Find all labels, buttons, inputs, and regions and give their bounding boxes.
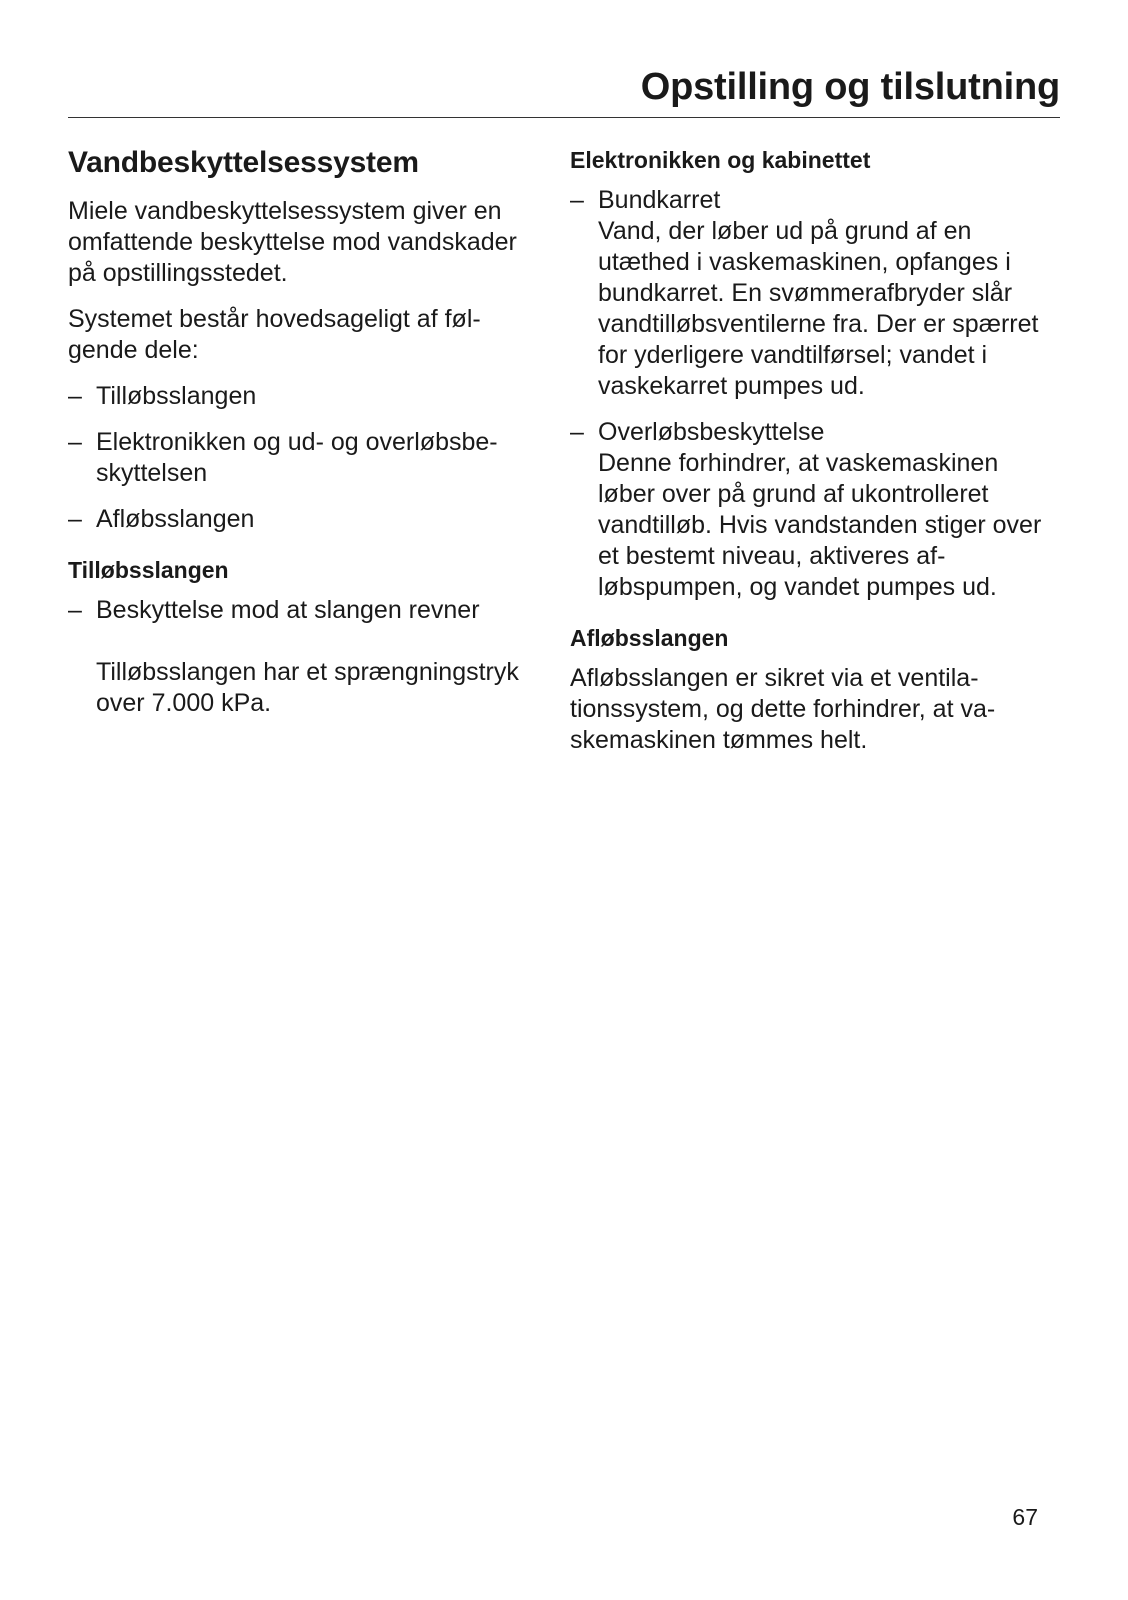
inlet-hose-list	[68, 595, 538, 719]
list-item-label: – Overløbsbeskyttelse	[598, 418, 825, 446]
components-list	[68, 381, 538, 535]
drain-hose-paragraph: Afløbsslangen er sikret via et ventilationssystem, og dette forhindrer, at vaskemaskinen tømmes helt.	[570, 664, 996, 754]
list-item-text: Elektronikken og ud- og overløbsbeskyttelsen	[96, 428, 498, 487]
electronics-heading: Elektronikken og kabinettet	[570, 147, 871, 173]
section-title: Vandbeskyttelsessystem	[68, 146, 419, 179]
list-item-description: Vand, der løber ud på grund af en utæthed i vaskemaskinen, opfanges i bundkarret. En svømmerafbryder slår vandtilløbsventilerne fra. Der er spærret for yderligere vandtilførsel; vandet i vaskekarret pumpes ud.	[598, 217, 1039, 400]
list-item	[68, 504, 538, 535]
spacer	[96, 626, 538, 657]
list-item	[68, 595, 538, 719]
list-item-text: Afløbsslangen	[96, 505, 255, 533]
list-item	[570, 185, 1050, 402]
drain-hose-heading: Afløbsslangen	[570, 625, 729, 651]
inlet-hose-heading: Tilløbsslangen	[68, 557, 229, 583]
electronics-list	[570, 185, 1050, 603]
left-column	[68, 143, 538, 734]
right-column	[570, 143, 1050, 771]
list-item-text: Tilløbsslangen	[96, 382, 257, 410]
list-item	[68, 381, 538, 412]
list-item-description: Tilløbsslangen har et sprængningstryk over 7.000 kPa.	[96, 658, 519, 717]
page-header	[68, 0, 1060, 118]
list-item-description: Denne forhindrer, at vaskemaskinen løber over på grund af ukontrolleret vandtilløb. Hvis vandstanden stiger over et bestemt niveau, aktiveres afløbspumpen, og vandet pumpes ud.	[598, 449, 1042, 601]
list-item-text: – Beskyttelse mod at slangen revner	[96, 596, 480, 624]
list-item	[68, 427, 538, 489]
page-number: 67	[1012, 1504, 1038, 1530]
list-item	[570, 417, 1050, 603]
components-paragraph: Systemet består hovedsageligt af følgende dele:	[68, 305, 481, 364]
intro-paragraph: Miele vandbeskyttelsessystem giver en omfattende beskyttelse mod vandskader på opstillingsstedet.	[68, 197, 517, 287]
list-item-label: – Bundkarret	[598, 186, 721, 214]
page-title: Opstilling og tilslutning	[640, 66, 1060, 108]
